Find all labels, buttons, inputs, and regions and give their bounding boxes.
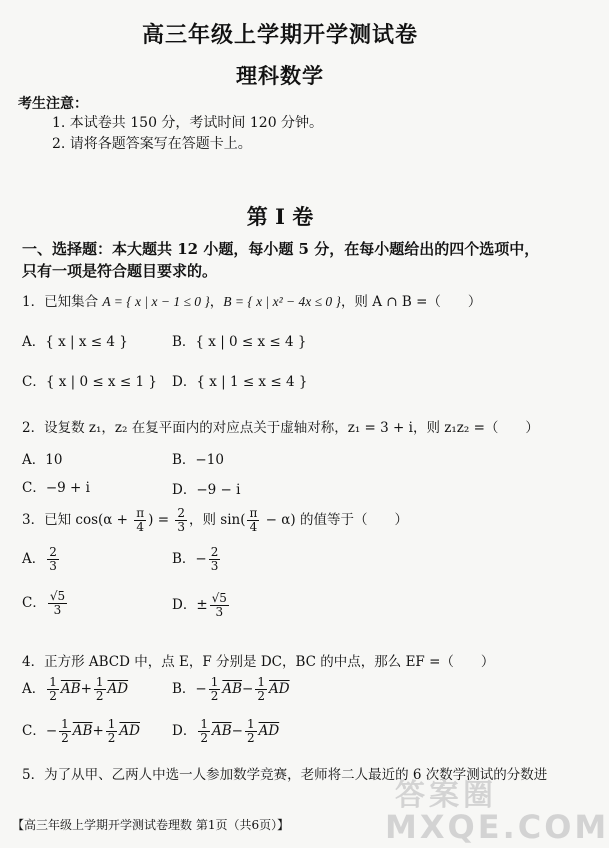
set-b: B = { x | x² − 4x ≤ 0 }: [223, 294, 341, 309]
q1-option-b: B．{ x | 0 ≤ x ≤ 4 }: [172, 334, 307, 350]
question-1-stem: 1．已知集合 A = { x | x − 1 ≤ 0 }，B = { x | x² − 4x ≤ 0 }，则 A ∩ B =（ ）: [22, 294, 482, 310]
notice-item-1: 1. 本试卷共 150 分，考试时间 120 分钟。: [52, 115, 324, 131]
q4-option-b: B．− $\frac{1}{2}$ $\overline{AB}-$ $\frac{1}{2}$ $\overline{AD}$: [172, 675, 290, 703]
question-5-stem: 5．为了从甲、乙两人中选一人参加数学竞赛，老师将二人最近的 6 次数学测试的分数进: [22, 767, 548, 783]
q2-option-b: B．−10: [172, 452, 224, 468]
frac-2-over-3: $\frac{2}{3}$: [177, 506, 185, 534]
question-3-stem: 3．已知 cos(α + $\frac{\pi}{4}$ ) = $\frac{2}{3}$ ，则 sin( $\frac{\pi}{4}$ − α) 的值等于（ ）: [22, 506, 408, 534]
q4-option-d: D． $\frac{1}{2}$ $\overline{AB}-$ $\frac{1}{2}$ $\overline{AD}$: [172, 717, 280, 745]
q3-option-b: B．− $\frac{2}{3}$: [172, 545, 219, 573]
exam-title: 高三年级上学期开学测试卷: [141, 22, 418, 48]
q2-option-c: C．−9 + i: [22, 480, 90, 496]
section-1-heading: 一、选择题：本大题共 12 小题，每小题 5 分，在每小题给出的四个选项中，只有一项是符合题目要求的。: [22, 240, 540, 280]
q4-option-a: A． $\frac{1}{2}$ $\overline{AB}+$ $\frac{1}{2}$ $\overline{AD}$: [22, 675, 129, 703]
q3-option-d: D．± $\frac{√5}{3}$: [172, 591, 227, 619]
frac-pi-over-4-b: $\frac{\pi}{4}$: [249, 506, 258, 534]
exam-subtitle: 理科数学: [236, 63, 324, 88]
question-4-stem: 4．正方形 ABCD 中，点 E，F 分别是 DC，BC 的中点，那么 EF =（ ）: [22, 654, 495, 670]
notice-heading: 考生注意：: [18, 96, 88, 112]
q3-option-c: C． $\frac{√5}{3}$: [22, 589, 66, 617]
set-a: A = { x | x − 1 ≤ 0 }: [102, 294, 210, 309]
watermark-logo: 答案圈 MXQE.COM: [385, 778, 609, 846]
q2-option-a: A．10: [22, 452, 63, 468]
q4-option-c: C．− $\frac{1}{2}$ $\overline{AB}+$ $\frac{1}{2}$ $\overline{AD}$: [22, 717, 140, 745]
q3-option-a: A． $\frac{2}{3}$: [22, 545, 57, 573]
frac-pi-over-4: $\frac{\pi}{4}$: [136, 506, 145, 534]
q1-option-d: D．{ x | 1 ≤ x ≤ 4 }: [172, 374, 308, 390]
q2-option-d: D．−9 − i: [172, 482, 241, 498]
q1-option-c: C．{ x | 0 ≤ x ≤ 1 }: [22, 374, 157, 390]
volume-heading: 第 I 卷: [246, 204, 314, 229]
question-2-stem: 2．设复数 z₁，z₂ 在复平面内的对应点关于虚轴对称，z₁ = 3 + i，则 z₁z₂ =（ ）: [22, 420, 539, 436]
notice-item-2: 2. 请将各题答案写在答题卡上。: [52, 136, 252, 152]
page-footer: 【高三年级上学期开学测试卷理数 第1页（共6页）】: [12, 818, 290, 832]
q1-option-a: A．{ x | x ≤ 4 }: [22, 334, 128, 350]
